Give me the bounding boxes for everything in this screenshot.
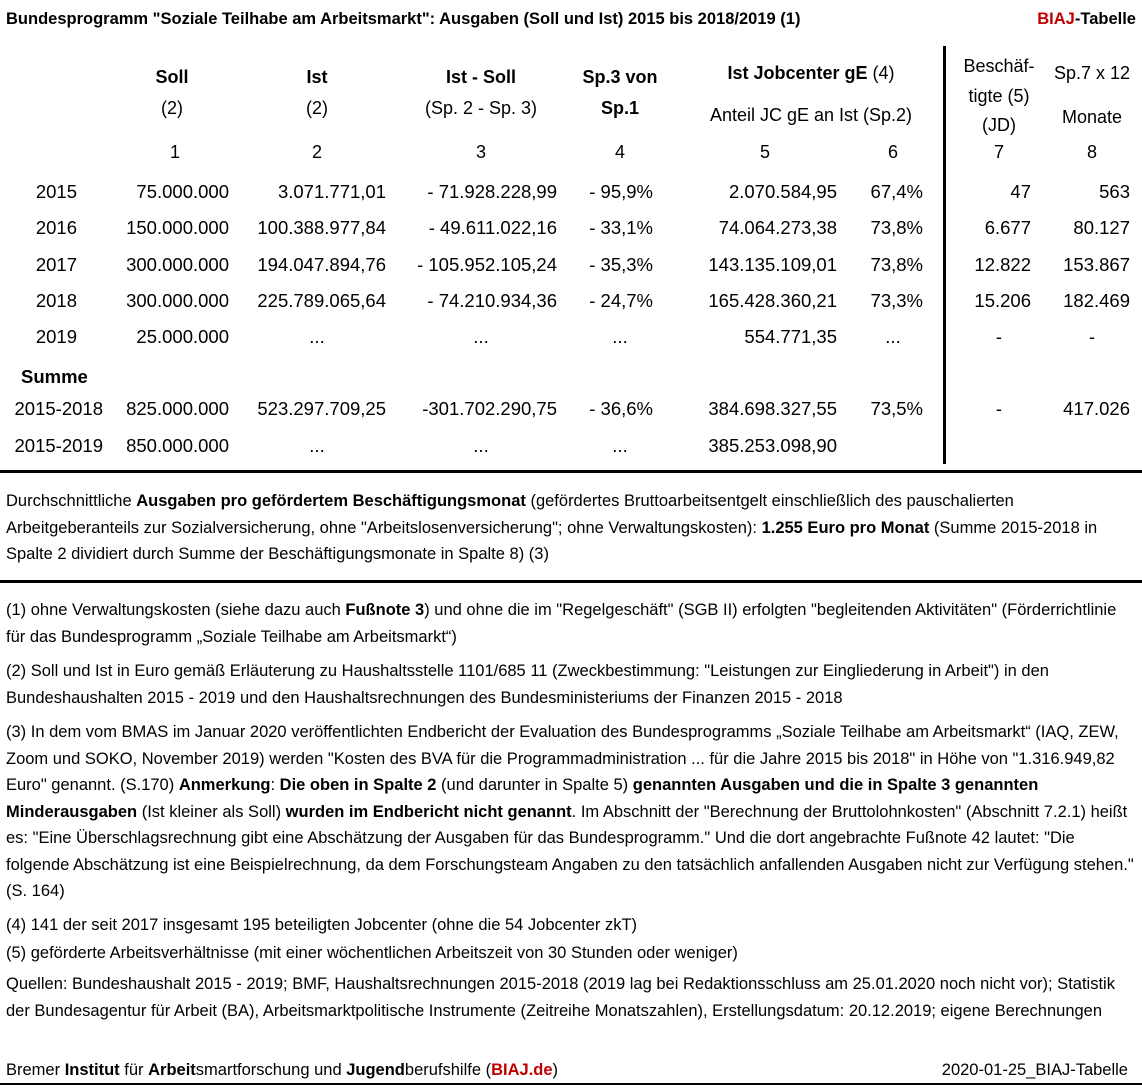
footer-link[interactable]: BIAJ.de bbox=[491, 1061, 553, 1079]
cell-diff: - 71.928.228,99 bbox=[427, 181, 557, 202]
footer-bold: Jugend bbox=[346, 1061, 405, 1079]
col-num: 6 bbox=[887, 142, 899, 162]
cell-soll: 300.000.000 bbox=[126, 254, 229, 275]
cell-diff: ... bbox=[473, 326, 489, 347]
fn-text: (3) In dem vom BMAS im Januar 2020 veröffentlichten Endbericht der Evaluation des Bundesprogramms „Soziale Teilhabe am Arbeitsmarkt“ (IAQ, ZEW, Zoom und SOKO, November 2019) werden "Kosten des BVA für die Programmadministration ... für die Jahre 2015 bis 2018" in Höhe von "1.316.949,82 Euro" genannt. (S.170) bbox=[6, 723, 1119, 794]
cell-besch: 15.206 bbox=[974, 290, 1031, 311]
cell-besch: 6.677 bbox=[984, 217, 1031, 238]
cell-pct: - 36,6% bbox=[589, 398, 653, 419]
cell-jc-share: 73,8% bbox=[870, 217, 923, 238]
cell-besch: 12.822 bbox=[974, 254, 1031, 275]
cell-ist: 3.071.771,01 bbox=[277, 181, 386, 202]
cell-pct: ... bbox=[612, 435, 628, 456]
cell-ist: 523.297.709,25 bbox=[257, 398, 386, 419]
header-jc-note: (4) bbox=[872, 63, 895, 83]
column-divider bbox=[943, 46, 946, 464]
avg-text: Durchschnittliche bbox=[6, 492, 137, 510]
cell-year: 2015-2019 bbox=[14, 435, 103, 456]
cell-soll: 850.000.000 bbox=[126, 435, 229, 456]
cell-pct: ... bbox=[612, 326, 628, 347]
col-num: 3 bbox=[475, 142, 487, 162]
header-jc-share: Anteil JC gE an Ist (Sp.2) bbox=[709, 105, 913, 125]
footer-date: 2020-01-25_BIAJ-Tabelle bbox=[941, 1061, 1128, 1079]
fn-text: (1) ohne Verwaltungskosten (siehe dazu auch bbox=[6, 601, 346, 619]
footer-text: smartforschung und bbox=[195, 1061, 347, 1079]
cell-jc: 384.698.327,55 bbox=[708, 398, 837, 419]
header-besch-2: tigte (5) bbox=[968, 86, 1030, 106]
page-title: Bundesprogramm "Soziale Teilhabe am Arbeitsmarkt": Ausgaben (Soll und Ist) 2015 bis 2018/2019 (1) bbox=[6, 10, 801, 28]
footer-bold: Institut bbox=[64, 1061, 120, 1079]
avg-amount: 1.255 Euro pro Monat bbox=[761, 518, 930, 537]
cell-pct: - 33,1% bbox=[589, 217, 653, 238]
cell-jc: 165.428.360,21 bbox=[708, 290, 837, 311]
cell-soll: 25.000.000 bbox=[136, 326, 229, 347]
header-ist: Ist bbox=[306, 67, 328, 87]
fn-bold: Anmerkung bbox=[178, 776, 271, 794]
section-rule bbox=[0, 580, 1142, 583]
cell-besch: - bbox=[995, 326, 1003, 347]
col-num: 8 bbox=[1086, 142, 1098, 162]
cell-diff: - 74.210.934,36 bbox=[427, 290, 557, 311]
cell-months: 417.026 bbox=[1063, 398, 1130, 419]
bottom-rule bbox=[0, 1083, 1142, 1085]
header-diff: Ist - Soll bbox=[445, 67, 517, 87]
cell-pct: - 95,9% bbox=[589, 181, 653, 202]
header-sp7-2: Monate bbox=[1061, 107, 1123, 127]
average-paragraph bbox=[6, 488, 1136, 568]
footnote-5: (5) geförderte Arbeitsverhältnisse (mit einer wöchentlichen Arbeitszeit von 30 Stunden oder weniger) bbox=[6, 944, 738, 962]
avg-text: (Summe 2015-2018 in Spalte 2 dividiert durch Summe der Beschäftigungsmonate in Spalte 8) (3) bbox=[6, 518, 1098, 563]
footnote-3 bbox=[6, 719, 1138, 905]
cell-soll: 150.000.000 bbox=[126, 217, 229, 238]
header-ist-note: (2) bbox=[306, 98, 328, 118]
cell-jc-share: ... bbox=[885, 326, 901, 347]
cell-year: 2019 bbox=[35, 326, 77, 347]
header-jc bbox=[727, 63, 894, 84]
cell-jc-share: 73,5% bbox=[870, 398, 923, 419]
cell-jc: 74.064.273,38 bbox=[718, 217, 837, 238]
cell-months: 563 bbox=[1099, 181, 1130, 202]
footer-institute bbox=[6, 1061, 558, 1080]
summe-label: Summe bbox=[21, 366, 88, 387]
footnote-1 bbox=[6, 597, 1138, 650]
fn-bold: Fußnote 3 bbox=[345, 601, 425, 619]
footer-text: berufshilfe ( bbox=[404, 1061, 492, 1079]
col-num: 2 bbox=[311, 142, 323, 162]
footnote-2: (2) Soll und Ist in Euro gemäß Erläuterung zu Haushaltsstelle 1101/685 11 (Zweckbestimmung: "Leistungen zur Eingliederung in Arbeit") in den Bundeshaushalten 2015 - 2019 und den Haushaltsrechnungen des Bundesministeriums der Finanzen 2015 - 2018 bbox=[6, 662, 1049, 707]
cell-besch: 47 bbox=[1010, 181, 1031, 202]
header-jc-title: Ist Jobcenter gE bbox=[727, 63, 868, 83]
fn-bold: wurden im Endbericht nicht genannt bbox=[285, 802, 572, 821]
cell-ist: ... bbox=[309, 326, 325, 347]
header-pct: Sp.3 von bbox=[582, 67, 658, 87]
footer-bold: Arbeit bbox=[148, 1061, 196, 1079]
cell-diff: ... bbox=[473, 435, 489, 456]
cell-jc: 554.771,35 bbox=[744, 326, 837, 347]
cell-soll: 300.000.000 bbox=[126, 290, 229, 311]
cell-year: 2015 bbox=[35, 181, 77, 202]
cell-jc: 2.070.584,95 bbox=[728, 181, 837, 202]
cell-year: 2015-2018 bbox=[14, 398, 103, 419]
cell-pct: - 24,7% bbox=[589, 290, 653, 311]
cell-ist: ... bbox=[309, 435, 325, 456]
brand-biaj: BIAJ bbox=[1037, 10, 1075, 28]
footer-text: ) bbox=[552, 1061, 559, 1079]
col-num: 4 bbox=[614, 142, 626, 162]
header-besch-1: Beschäf- bbox=[963, 56, 1035, 76]
header-soll: Soll bbox=[155, 67, 189, 87]
fn-text: (und darunter in Spalte 5) bbox=[436, 776, 633, 794]
header-sp7: Sp.7 x 12 bbox=[1053, 63, 1131, 83]
cell-ist: 194.047.894,76 bbox=[257, 254, 386, 275]
footer-text: für bbox=[119, 1061, 149, 1079]
sources: Quellen: Bundeshaushalt 2015 - 2019; BMF, Haushaltsrechnungen 2015-2018 (2019 lag bei Redaktionsschluss am 25.01.2020 noch nicht vor); Statistik der Bundesagentur für Arbeit (BA), Arbeitsmarktpolitische Instrumente (Zeitreihe Monatszahlen), Erstellungsdatum: 20.12.2019; eigene Berechnungen bbox=[6, 975, 1115, 1020]
col-num: 1 bbox=[169, 142, 181, 162]
cell-months: 153.867 bbox=[1063, 254, 1130, 275]
brand-label bbox=[1037, 10, 1136, 29]
brand-suffix: -Tabelle bbox=[1074, 10, 1136, 28]
table-bottom-rule bbox=[0, 470, 1142, 473]
fn-bold: genannten Ausgaben und die in Spalte 3 genannten Minderausgaben bbox=[6, 776, 1039, 821]
cell-diff: - 105.952.105,24 bbox=[417, 254, 557, 275]
cell-jc-share: 73,3% bbox=[870, 290, 923, 311]
col-num: 5 bbox=[759, 142, 771, 162]
fn-text: : bbox=[270, 776, 280, 794]
cell-jc: 143.135.109,01 bbox=[708, 254, 837, 275]
header-pct-2: Sp.1 bbox=[600, 98, 640, 118]
cell-ist: 100.388.977,84 bbox=[257, 217, 386, 238]
cell-year: 2018 bbox=[35, 290, 77, 311]
col-num: 7 bbox=[993, 142, 1005, 162]
cell-jc-share: 73,8% bbox=[870, 254, 923, 275]
cell-jc-share: 67,4% bbox=[870, 181, 923, 202]
cell-ist: 225.789.065,64 bbox=[257, 290, 386, 311]
cell-months: 182.469 bbox=[1063, 290, 1130, 311]
cell-pct: - 35,3% bbox=[589, 254, 653, 275]
fn-text: . Im Abschnitt der "Berechnung der Bruttolohnkosten" (Abschnitt 7.2.1) heißt es: "Eine Überschlagsrechnung gibt eine Abschätzung der Ausgaben für das Bundesprogramm." Und die dort angebrachte Fußnote 42 lautet: "Die folgende Abschätzung ist eine Beispielrechnung, da dem Forschungsteam Angaben zu den tatsächlich anfallenden Ausgaben nicht zur Verfügung stehen." (S. 164) bbox=[6, 802, 1134, 900]
cell-jc: 385.253.098,90 bbox=[708, 435, 837, 456]
avg-bold: Ausgaben pro gefördertem Beschäftigungsmonat bbox=[136, 492, 526, 510]
footer-text: Bremer bbox=[6, 1061, 65, 1079]
cell-months: 80.127 bbox=[1073, 217, 1130, 238]
footnote-4: (4) 141 der seit 2017 insgesamt 195 beteiligten Jobcenter (ohne die 54 Jobcenter zkT) bbox=[6, 916, 638, 934]
cell-soll: 75.000.000 bbox=[136, 181, 229, 202]
cell-diff: - 49.611.022,16 bbox=[428, 217, 557, 238]
fn-text: ) und ohne die im "Regelgeschäft" (SGB II) erfolgten "begleitenden Aktivitäten" (Förderrichtlinie für das Bundesprogramm „Soziale Teilhabe am Arbeitsmarkt“) bbox=[6, 601, 1117, 646]
header-diff-note: (Sp. 2 - Sp. 3) bbox=[424, 98, 538, 118]
cell-months: - bbox=[1088, 326, 1096, 347]
cell-besch: - bbox=[995, 398, 1003, 419]
avg-text: (gefördertes Bruttoarbeitsentgelt einschließlich des pauschalierten Arbeitgeberanteils zur Sozialversicherung, ohne "Arbeitslosenversicherung"; ohne Verwaltungskosten): bbox=[6, 492, 1014, 537]
cell-diff: -301.702.290,75 bbox=[422, 398, 557, 419]
fn-bold: Die oben in Spalte 2 bbox=[279, 776, 437, 794]
header-besch-3: (JD) bbox=[982, 115, 1016, 135]
cell-year: 2017 bbox=[35, 254, 77, 275]
cell-year: 2016 bbox=[35, 217, 77, 238]
fn-text: (Ist kleiner als Soll) bbox=[137, 802, 286, 821]
header-soll-note: (2) bbox=[161, 98, 183, 118]
cell-soll: 825.000.000 bbox=[126, 398, 229, 419]
